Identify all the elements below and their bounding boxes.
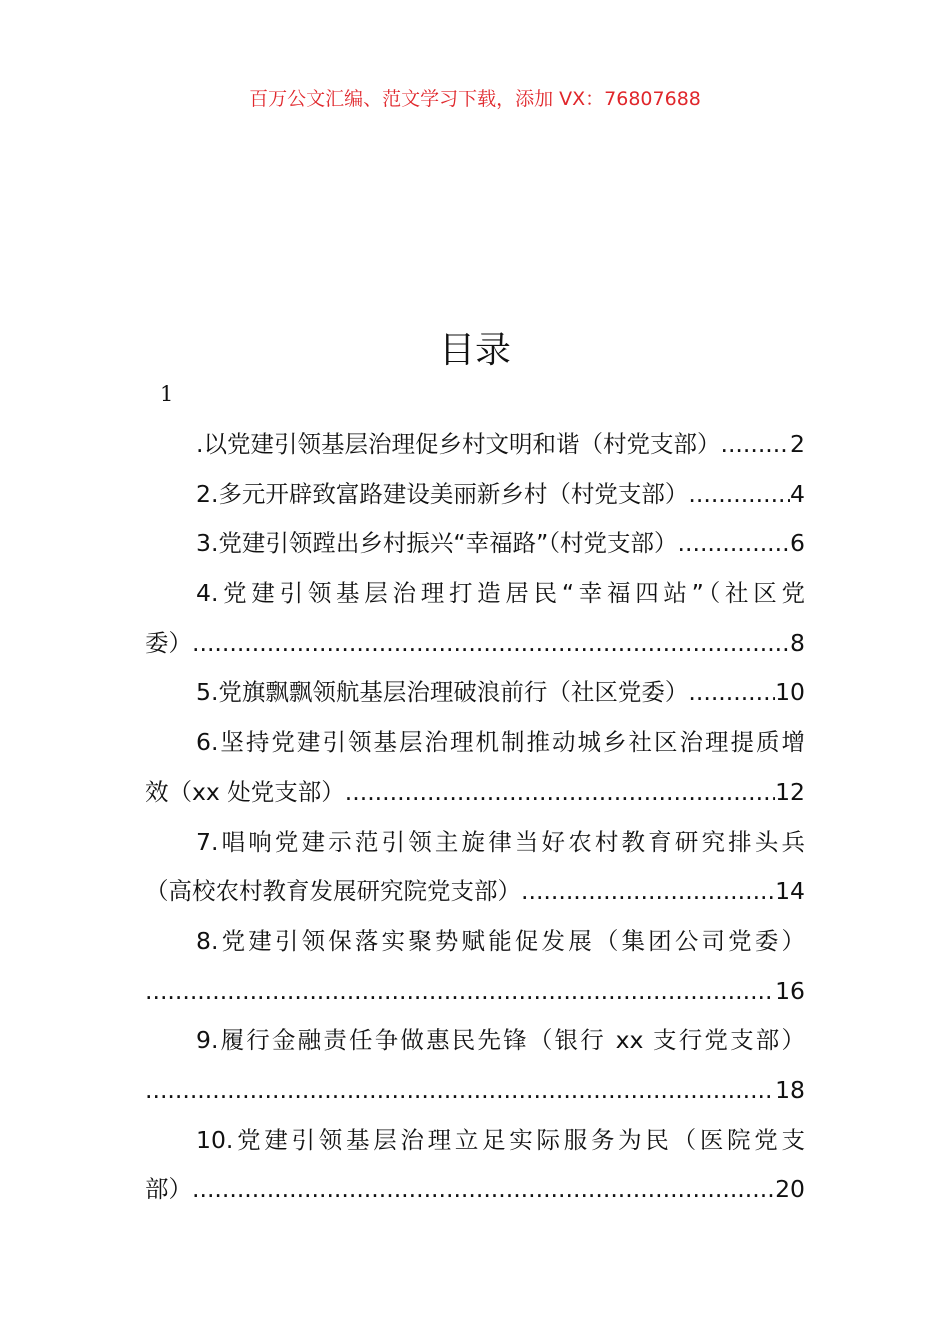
toc-line[interactable]: [145, 1066, 805, 1116]
toc-entry-text: （高校农村教育发展研究院党支部）: [145, 877, 521, 906]
toc-line[interactable]: [145, 718, 805, 768]
toc-line[interactable]: [145, 519, 805, 569]
toc-entry-text: 7.唱响党建示范引领主旋律当好农村教育研究排头兵: [196, 827, 805, 856]
watermark-header: 百万公文汇编、范文学习下载，添加 VX：76807688: [249, 88, 701, 110]
toc-entry-text: 部）: [145, 1175, 192, 1204]
toc-entry-text: 8.党建引领保落实聚势赋能促发展（集团公司党委）: [196, 926, 805, 955]
toc-entry-text: 4.党建引领基层治理打造居民“幸福四站”（社区党: [196, 579, 805, 608]
dot-leader: [521, 867, 775, 917]
dot-leader: [192, 1165, 775, 1215]
toc-entry-text: 委）: [145, 628, 192, 657]
dot-leader: [345, 768, 775, 818]
toc-page-number: 8: [790, 628, 805, 657]
toc-entry-text: 3.党建引领蹚出乡村振兴“幸福路”（村党支部）: [196, 529, 678, 558]
dot-leader: [720, 420, 790, 470]
toc-line[interactable]: [145, 569, 805, 619]
toc-page-number: 18: [775, 1075, 805, 1104]
toc-entry-text: 效（xx 处党支部）: [145, 777, 345, 806]
dot-leader: [145, 1066, 775, 1116]
toc-page-number: 4: [790, 479, 805, 508]
toc-entry-text: 2.多元开辟致富路建设美丽新乡村（村党支部）: [196, 479, 689, 508]
toc-line[interactable]: [145, 768, 805, 818]
toc-line[interactable]: [145, 917, 805, 967]
list-number: 1: [160, 382, 174, 406]
toc-entry-text: 9.履行金融责任争做惠民先锋（银行 xx 支行党支部）: [196, 1026, 805, 1055]
toc-entry-text: .以党建引领基层治理促乡村文明和谐（村党支部）: [196, 430, 721, 458]
toc-line[interactable]: [145, 818, 805, 868]
toc-page-number: 14: [775, 877, 805, 906]
toc-page-number: 12: [775, 777, 805, 806]
toc-line[interactable]: [145, 1116, 805, 1166]
toc-entry-text: 5.党旗飘飘领航基层治理破浪前行（社区党委）: [196, 678, 689, 707]
toc-entry-text: 6.坚持党建引领基层治理机制推动城乡社区治理提质增: [196, 728, 805, 757]
toc-page-number: 10: [775, 678, 805, 707]
toc-line[interactable]: [145, 668, 805, 718]
table-of-contents: [145, 420, 805, 1215]
page-title: 目录: [438, 330, 511, 371]
dot-leader: [192, 619, 790, 669]
toc-line[interactable]: [145, 867, 805, 917]
toc-line[interactable]: [145, 619, 805, 669]
dot-leader: [688, 668, 775, 718]
toc-line[interactable]: [145, 470, 805, 520]
toc-line[interactable]: [145, 420, 805, 470]
toc-line[interactable]: [145, 1165, 805, 1215]
dot-leader: [688, 470, 790, 520]
toc-page-number: 6: [790, 529, 805, 558]
dot-leader: [678, 519, 791, 569]
toc-line[interactable]: [145, 1016, 805, 1066]
toc-line[interactable]: [145, 967, 805, 1017]
toc-page-number: 2: [790, 430, 805, 458]
dot-leader: [145, 967, 775, 1017]
toc-page-number: 16: [775, 976, 805, 1005]
toc-entry-text: 10.党建引领基层治理立足实际服务为民（医院党支: [196, 1125, 805, 1154]
toc-page-number: 20: [775, 1175, 805, 1204]
